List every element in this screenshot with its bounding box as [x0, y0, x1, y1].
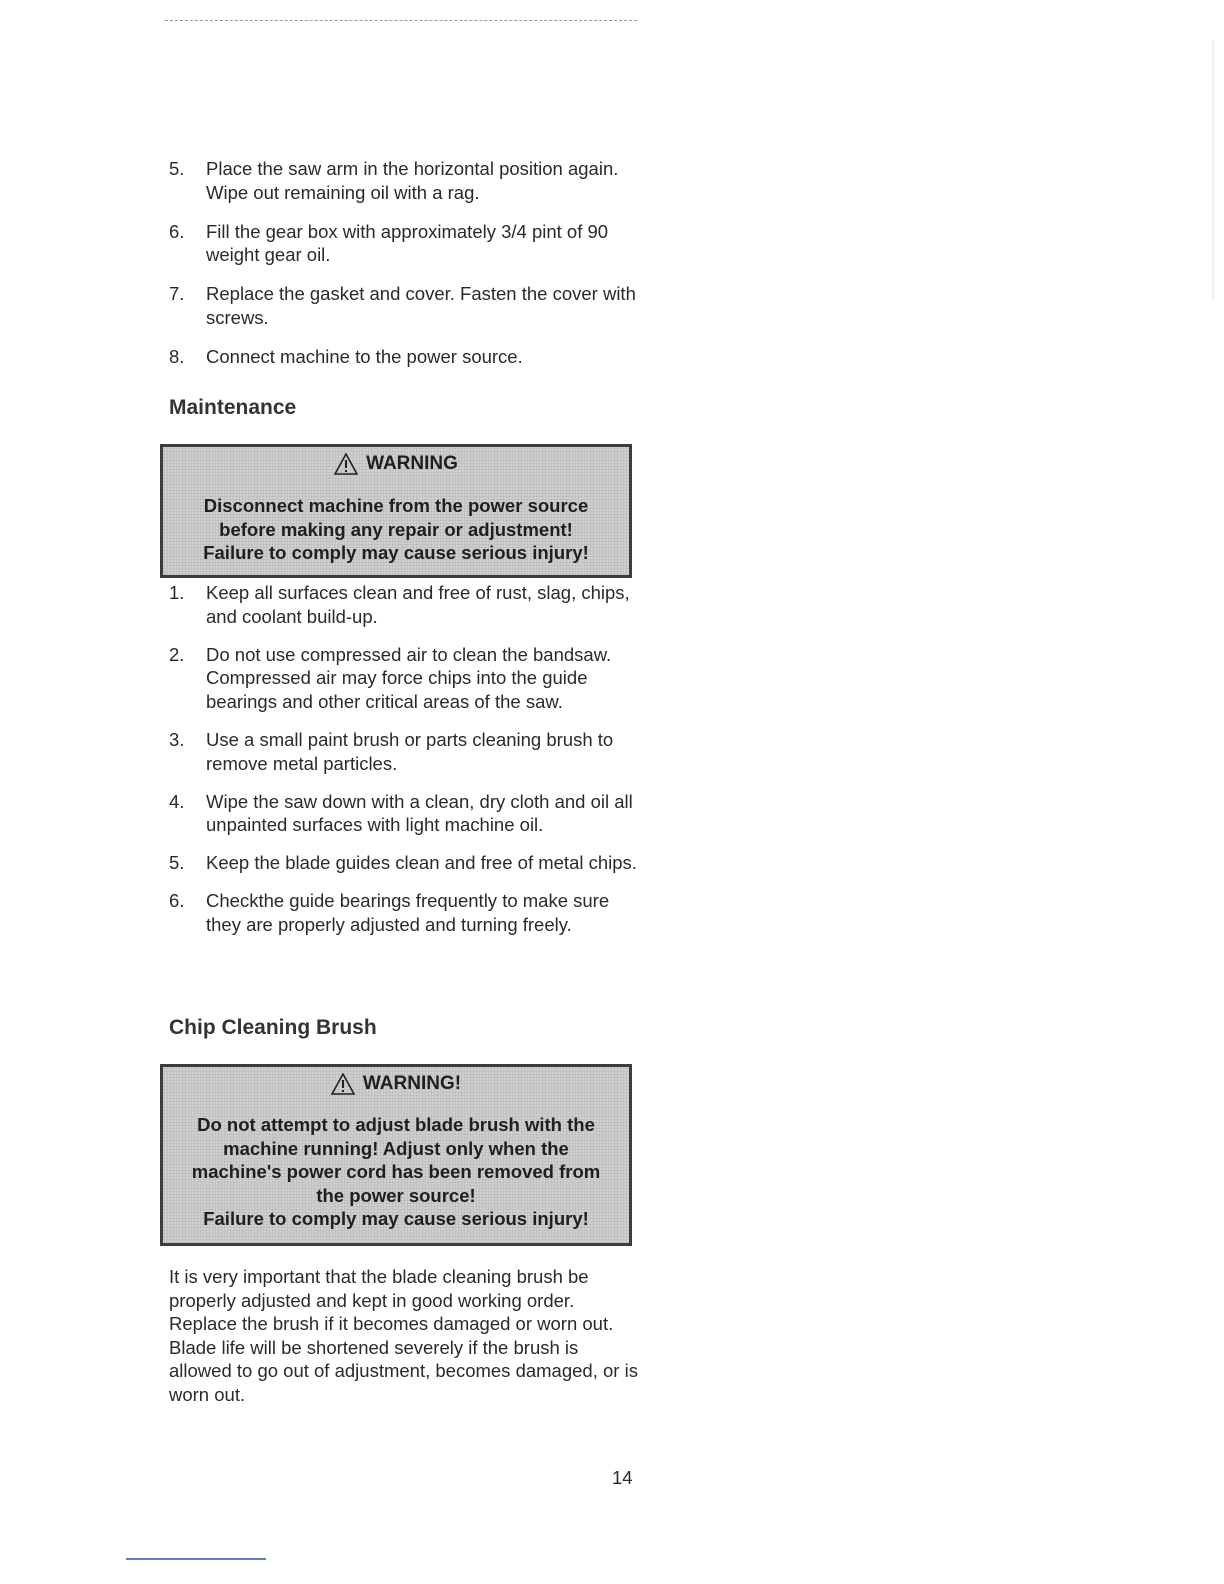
step-number: 4.: [169, 790, 185, 812]
list-item: [169, 345, 639, 369]
list-item: [169, 581, 639, 629]
step-text: Connect machine to the power source.: [206, 345, 523, 367]
step-text: Use a small paint brush or parts cleaning brush to remove metal particles.: [206, 728, 614, 774]
list-item: [169, 851, 639, 875]
step-number: 5.: [169, 852, 185, 874]
top-divider: [165, 20, 637, 21]
intro-steps-list: [169, 157, 639, 369]
page-number: 14: [612, 1467, 633, 1488]
warning-line: Disconnect machine from the power source: [203, 495, 589, 516]
bottom-divider: [126, 1558, 266, 1560]
chip-brush-paragraph: It is very important that the blade cleaning brush be properly adjusted and kept in good working order. Replace the brush if it becomes damaged or worn out. Blade life will be shortened severely if the brush is allowed to go out of adjustment, becomes damaged, or is worn out.: [169, 1266, 638, 1405]
step-text: Wipe the saw down with a clean, dry cloth and oil all unpainted surfaces with light machine oil.: [206, 790, 633, 836]
step-text: Checkthe guide bearings frequently to make sure they are properly adjusted and turning freely.: [206, 889, 610, 935]
warning-line: machine's power cord has been removed from: [191, 1161, 601, 1182]
maintenance-warning-box: [160, 444, 632, 578]
list-item: [169, 790, 639, 838]
step-number: 8.: [169, 345, 185, 367]
step-text: Place the saw arm in the horizontal position again. Wipe out remaining oil with a rag.: [206, 158, 619, 203]
warning-line: machine running! Adjust only when the: [223, 1137, 569, 1159]
step-number: 6.: [169, 889, 185, 911]
maintenance-heading: Maintenance: [169, 396, 297, 419]
list-item: [169, 282, 639, 330]
chip-brush-heading: Chip Cleaning Brush: [169, 1016, 377, 1039]
step-number: 1.: [169, 582, 185, 603]
warning-line: the power source!: [316, 1184, 476, 1206]
step-number: 2.: [169, 643, 185, 665]
step-text: Keep the blade guides clean and free of metal chips.: [206, 852, 637, 874]
list-item: [169, 157, 639, 205]
chip-brush-warning-box: [160, 1064, 632, 1246]
step-number: 6.: [169, 220, 185, 242]
step-number: 3.: [169, 728, 185, 750]
warning-line: Do not attempt to adjust blade brush with the: [197, 1114, 595, 1135]
list-item: [169, 643, 639, 714]
warning-line: Failure to comply may cause serious injury!: [203, 542, 589, 563]
list-item: [169, 889, 639, 937]
warning-title: WARNING!: [362, 1073, 462, 1094]
warning-line: before making any repair or adjustment!: [219, 518, 573, 540]
scan-edge: [1212, 40, 1214, 300]
step-text: Keep all surfaces clean and free of rust, slag, chips, and coolant build-up.: [206, 582, 630, 627]
warning-title-row: [163, 1073, 629, 1095]
step-number: 5.: [169, 158, 185, 179]
warning-line: Failure to comply may cause serious injury!: [203, 1208, 589, 1229]
step-text: Fill the gear box with approximately 3/4 pint of 90 weight gear oil.: [206, 220, 609, 266]
step-text: Replace the gasket and cover. Fasten the cover with screws.: [206, 283, 636, 328]
step-text: Do not use compressed air to clean the bandsaw. Compressed air may force chips into the guide bearings and other critical areas of the saw.: [206, 643, 612, 713]
warning-triangle-icon: [334, 453, 358, 475]
warning-title-row: [163, 453, 629, 475]
list-item: [169, 220, 639, 268]
list-item: [169, 728, 639, 776]
maintenance-steps-list: [169, 581, 639, 937]
warning-triangle-icon: [331, 1073, 355, 1095]
warning-title: WARNING: [366, 453, 458, 474]
step-number: 7.: [169, 283, 185, 305]
